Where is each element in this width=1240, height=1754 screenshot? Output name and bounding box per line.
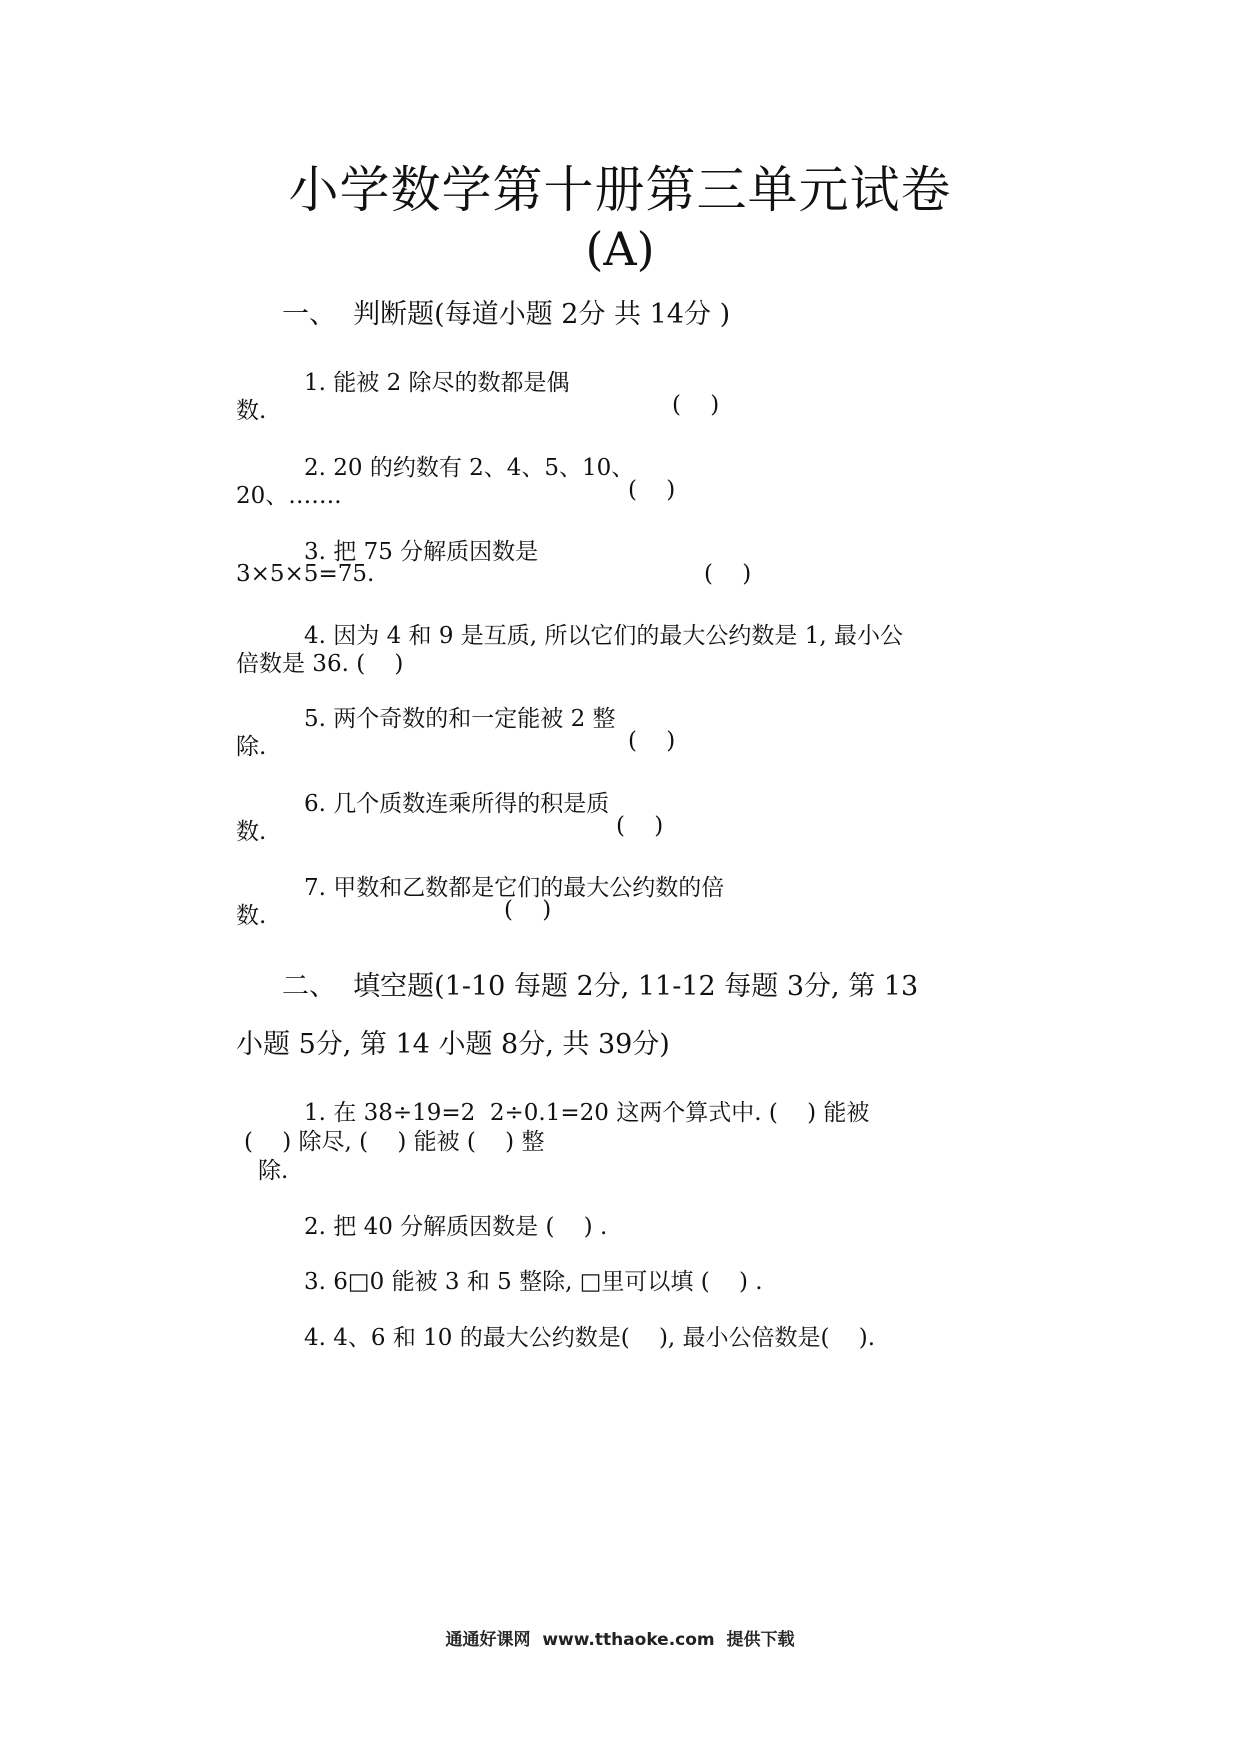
s1-q2-answer: ( ) bbox=[628, 477, 676, 503]
s2-q1-line3: 除. bbox=[258, 1158, 289, 1184]
s1-q7-answer: ( ) bbox=[504, 897, 552, 923]
s2-q1-line1: 1. 在 38÷19=2 2÷0.1=20 这两个算式中. ( ) 能被 bbox=[304, 1100, 870, 1126]
s1-q2-line2: 20、……. bbox=[236, 483, 342, 509]
s1-q1-line1: 1. 能被 2 除尽的数都是偶 bbox=[304, 370, 570, 396]
section2-heading-line1: 二、 填空题(1-10 每题 2分, 11-12 每题 3分, 第 13 bbox=[282, 971, 919, 1002]
s1-q7-line2: 数. bbox=[236, 903, 267, 929]
s2-q2-line1: 2. 把 40 分解质因数是 ( ) . bbox=[304, 1214, 608, 1240]
section1-heading: 一、 判断题(每道小题 2分 共 14分 ) bbox=[282, 299, 731, 330]
footer-credit: 通通好课网 www.tthaoke.com 提供下载 bbox=[445, 1630, 795, 1650]
page-subtitle: (A) bbox=[585, 222, 655, 276]
s1-q6-line2: 数. bbox=[236, 819, 267, 845]
s1-q7-line1: 7. 甲数和乙数都是它们的最大公约数的倍 bbox=[304, 875, 725, 901]
s1-q2-line1: 2. 20 的约数有 2、4、5、10、 bbox=[304, 455, 635, 481]
page-title: 小学数学第十册第三单元试卷 bbox=[288, 161, 952, 219]
section2-heading-line2: 小题 5分, 第 14 小题 8分, 共 39分) bbox=[236, 1029, 670, 1060]
s2-q1-line2: ( ) 除尽, ( ) 能被 ( ) 整 bbox=[244, 1129, 545, 1155]
s2-q4-line1: 4. 4、6 和 10 的最大公约数是( ), 最小公倍数是( ). bbox=[304, 1325, 876, 1351]
s1-q3-line1: 3. 把 75 分解质因数是 bbox=[304, 539, 539, 565]
s1-q6-answer: ( ) bbox=[616, 813, 664, 839]
s1-q3-line2: 3×5×5=75. bbox=[236, 561, 375, 587]
s1-q5-answer: ( ) bbox=[628, 728, 676, 754]
s1-q5-line2: 除. bbox=[236, 734, 267, 760]
s1-q4-line2: 倍数是 36. ( ) bbox=[236, 651, 404, 677]
s1-q1-answer: ( ) bbox=[672, 392, 720, 418]
s1-q6-line1: 6. 几个质数连乘所得的积是质 bbox=[304, 791, 610, 817]
s1-q3-answer: ( ) bbox=[704, 561, 752, 587]
s1-q1-line2: 数. bbox=[236, 398, 267, 424]
s1-q4-line1: 4. 因为 4 和 9 是互质, 所以它们的最大公约数是 1, 最小公 bbox=[304, 623, 903, 649]
s2-q3-line1: 3. 6□0 能被 3 和 5 整除, □里可以填 ( ) . bbox=[304, 1269, 763, 1295]
s1-q5-line1: 5. 两个奇数的和一定能被 2 整 bbox=[304, 706, 616, 732]
